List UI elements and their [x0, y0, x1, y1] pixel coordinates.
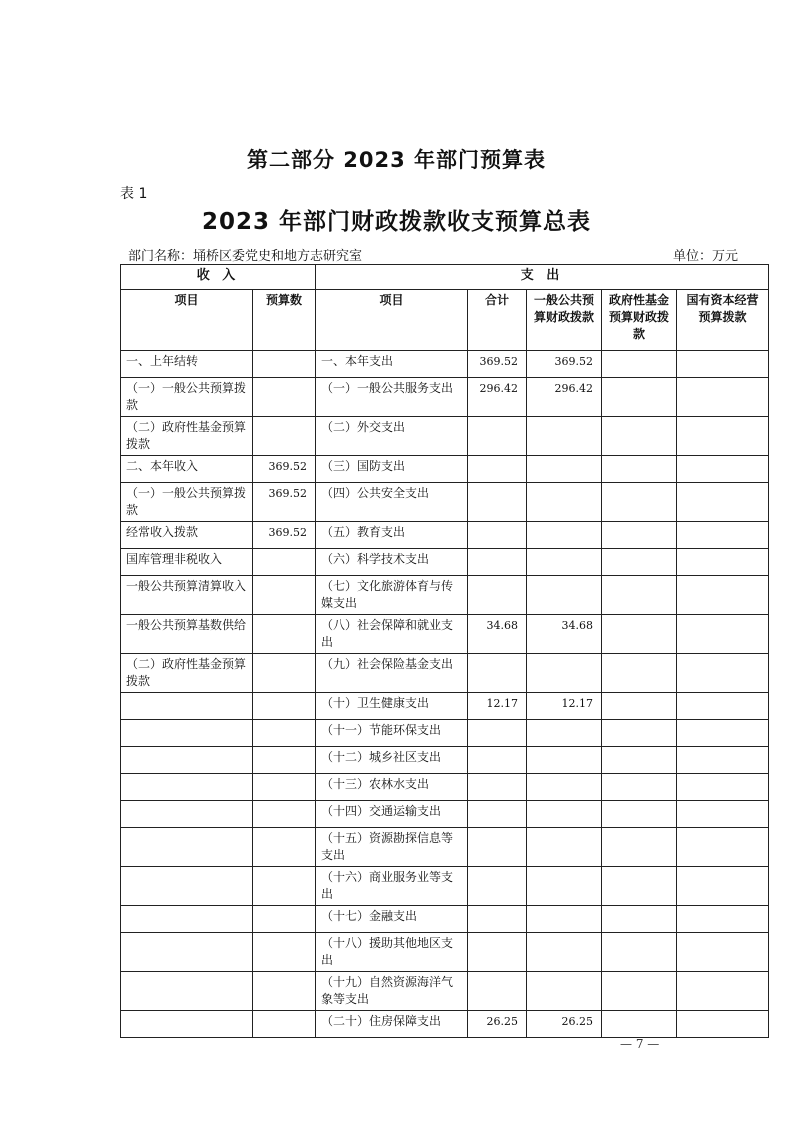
- cell-gov-fund: [602, 378, 677, 417]
- cell-income-amount: [253, 774, 316, 801]
- cell-income-item: 一、上年结转: [121, 351, 253, 378]
- cell-gov-fund: [602, 576, 677, 615]
- cell-general-public: 26.25: [527, 1011, 602, 1038]
- cell-state-capital: [677, 747, 769, 774]
- cell-gov-fund: [602, 693, 677, 720]
- cell-expense-item: （九）社会保险基金支出: [316, 654, 468, 693]
- cell-income-amount: [253, 720, 316, 747]
- cell-income-amount: [253, 828, 316, 867]
- section-title: 第二部分 2023 年部门预算表: [246, 148, 547, 172]
- cell-total: [468, 549, 527, 576]
- cell-income-amount: [253, 351, 316, 378]
- cell-general-public: 296.42: [527, 378, 602, 417]
- table-row: [121, 972, 769, 1011]
- expense-band-header: 支 出: [316, 265, 769, 290]
- cell-gov-fund: [602, 615, 677, 654]
- cell-general-public: [527, 576, 602, 615]
- cell-income-item: 二、本年收入: [121, 456, 253, 483]
- cell-state-capital: [677, 1011, 769, 1038]
- cell-income-item: [121, 774, 253, 801]
- cell-expense-item: 一、本年支出: [316, 351, 468, 378]
- cell-income-amount: 369.52: [253, 483, 316, 522]
- cell-state-capital: [677, 549, 769, 576]
- cell-total: 369.52: [468, 351, 527, 378]
- cell-total: 34.68: [468, 615, 527, 654]
- col-header-state-capital: 国有资本经营预算拨款: [677, 290, 769, 351]
- cell-state-capital: [677, 351, 769, 378]
- unit-label: 单位：万元: [673, 249, 739, 264]
- budget-summary-table: [120, 264, 769, 1038]
- table-row: [121, 801, 769, 828]
- table-row: [121, 615, 769, 654]
- cell-expense-item: （十七）金融支出: [316, 906, 468, 933]
- cell-expense-item: （十）卫生健康支出: [316, 693, 468, 720]
- page-number: — 7 —: [620, 1037, 660, 1051]
- cell-general-public: [527, 549, 602, 576]
- table-row: [121, 828, 769, 867]
- cell-general-public: [527, 720, 602, 747]
- cell-state-capital: [677, 828, 769, 867]
- cell-gov-fund: [602, 972, 677, 1011]
- cell-income-amount: [253, 615, 316, 654]
- cell-general-public: [527, 828, 602, 867]
- table-row: [121, 654, 769, 693]
- table-row: [121, 774, 769, 801]
- cell-state-capital: [677, 483, 769, 522]
- cell-gov-fund: [602, 456, 677, 483]
- table-row: [121, 351, 769, 378]
- cell-expense-item: （二十）住房保障支出: [316, 1011, 468, 1038]
- cell-income-amount: [253, 549, 316, 576]
- cell-gov-fund: [602, 774, 677, 801]
- cell-income-amount: [253, 867, 316, 906]
- table-row: [121, 747, 769, 774]
- cell-general-public: [527, 972, 602, 1011]
- cell-gov-fund: [602, 933, 677, 972]
- cell-total: 26.25: [468, 1011, 527, 1038]
- cell-general-public: [527, 801, 602, 828]
- cell-income-amount: [253, 576, 316, 615]
- cell-total: 12.17: [468, 693, 527, 720]
- cell-gov-fund: [602, 549, 677, 576]
- table-row: [121, 933, 769, 972]
- table-row: [121, 549, 769, 576]
- col-header-general-public: 一般公共预算财政拨款: [527, 290, 602, 351]
- cell-income-item: [121, 693, 253, 720]
- cell-general-public: [527, 867, 602, 906]
- cell-expense-item: （十六）商业服务业等支出: [316, 867, 468, 906]
- cell-income-amount: [253, 747, 316, 774]
- cell-general-public: 12.17: [527, 693, 602, 720]
- cell-expense-item: （十八）援助其他地区支出: [316, 933, 468, 972]
- col-header-income-amount: 预算数: [253, 290, 316, 351]
- cell-state-capital: [677, 933, 769, 972]
- col-header-income-item: 项目: [121, 290, 253, 351]
- cell-gov-fund: [602, 867, 677, 906]
- cell-state-capital: [677, 654, 769, 693]
- column-header-row: [121, 290, 769, 351]
- table-row: [121, 417, 769, 456]
- cell-gov-fund: [602, 654, 677, 693]
- cell-income-item: 一般公共预算基数供给: [121, 615, 253, 654]
- cell-total: [468, 933, 527, 972]
- cell-total: [468, 654, 527, 693]
- cell-general-public: [527, 522, 602, 549]
- table-row: [121, 906, 769, 933]
- table-row: [121, 483, 769, 522]
- table-row: [121, 867, 769, 906]
- cell-expense-item: （二）外交支出: [316, 417, 468, 456]
- cell-state-capital: [677, 906, 769, 933]
- cell-expense-item: （十一）节能环保支出: [316, 720, 468, 747]
- cell-total: [468, 417, 527, 456]
- cell-expense-item: （十九）自然资源海洋气象等支出: [316, 972, 468, 1011]
- cell-state-capital: [677, 417, 769, 456]
- cell-gov-fund: [602, 351, 677, 378]
- cell-gov-fund: [602, 720, 677, 747]
- table-number: 表 1: [120, 186, 148, 202]
- cell-gov-fund: [602, 801, 677, 828]
- income-band-header: 收 入: [121, 265, 316, 290]
- cell-income-item: [121, 1011, 253, 1038]
- cell-state-capital: [677, 720, 769, 747]
- cell-income-amount: [253, 906, 316, 933]
- cell-expense-item: （四）公共安全支出: [316, 483, 468, 522]
- col-header-gov-fund: 政府性基金预算财政拨款: [602, 290, 677, 351]
- cell-total: [468, 720, 527, 747]
- cell-income-item: [121, 933, 253, 972]
- cell-income-amount: [253, 1011, 316, 1038]
- cell-gov-fund: [602, 483, 677, 522]
- cell-gov-fund: [602, 906, 677, 933]
- table-title: 2023 年部门财政拨款收支预算总表: [201, 209, 592, 235]
- cell-state-capital: [677, 801, 769, 828]
- cell-income-item: [121, 972, 253, 1011]
- table-row: [121, 720, 769, 747]
- cell-income-item: [121, 747, 253, 774]
- cell-income-item: 国库管理非税收入: [121, 549, 253, 576]
- cell-income-item: （二）政府性基金预算拨款: [121, 654, 253, 693]
- table-row: [121, 456, 769, 483]
- cell-income-amount: [253, 378, 316, 417]
- cell-gov-fund: [602, 747, 677, 774]
- cell-state-capital: [677, 972, 769, 1011]
- cell-income-item: （一）一般公共预算拨款: [121, 378, 253, 417]
- cell-total: 296.42: [468, 378, 527, 417]
- cell-income-amount: [253, 654, 316, 693]
- cell-expense-item: （六）科学技术支出: [316, 549, 468, 576]
- cell-income-item: [121, 867, 253, 906]
- cell-state-capital: [677, 456, 769, 483]
- cell-total: [468, 522, 527, 549]
- cell-income-item: （一）一般公共预算拨款: [121, 483, 253, 522]
- cell-income-amount: [253, 693, 316, 720]
- cell-total: [468, 747, 527, 774]
- cell-general-public: [527, 933, 602, 972]
- cell-income-item: [121, 720, 253, 747]
- department-name: 部门名称：埇桥区委党史和地方志研究室: [128, 249, 363, 264]
- cell-gov-fund: [602, 828, 677, 867]
- cell-general-public: [527, 774, 602, 801]
- cell-expense-item: （五）教育支出: [316, 522, 468, 549]
- cell-total: [468, 972, 527, 1011]
- cell-state-capital: [677, 576, 769, 615]
- table-row: [121, 693, 769, 720]
- cell-total: [468, 483, 527, 522]
- cell-income-amount: [253, 801, 316, 828]
- cell-income-amount: [253, 417, 316, 456]
- cell-income-item: [121, 828, 253, 867]
- cell-expense-item: （八）社会保障和就业支出: [316, 615, 468, 654]
- table-row: [121, 1011, 769, 1038]
- cell-general-public: [527, 417, 602, 456]
- cell-total: [468, 801, 527, 828]
- cell-expense-item: （十三）农林水支出: [316, 774, 468, 801]
- cell-general-public: 369.52: [527, 351, 602, 378]
- cell-total: [468, 828, 527, 867]
- cell-general-public: [527, 483, 602, 522]
- cell-state-capital: [677, 615, 769, 654]
- cell-general-public: [527, 456, 602, 483]
- cell-income-amount: 369.52: [253, 456, 316, 483]
- cell-total: [468, 456, 527, 483]
- cell-expense-item: （十五）资源勘探信息等支出: [316, 828, 468, 867]
- cell-expense-item: （十二）城乡社区支出: [316, 747, 468, 774]
- cell-general-public: [527, 654, 602, 693]
- cell-income-item: （二）政府性基金预算拨款: [121, 417, 253, 456]
- cell-expense-item: （七）文化旅游体育与传媒支出: [316, 576, 468, 615]
- cell-general-public: 34.68: [527, 615, 602, 654]
- cell-state-capital: [677, 867, 769, 906]
- cell-income-item: 经常收入拨款: [121, 522, 253, 549]
- cell-general-public: [527, 747, 602, 774]
- cell-total: [468, 774, 527, 801]
- cell-income-item: 一般公共预算清算收入: [121, 576, 253, 615]
- cell-state-capital: [677, 774, 769, 801]
- cell-income-amount: 369.52: [253, 522, 316, 549]
- cell-total: [468, 906, 527, 933]
- cell-expense-item: （十四）交通运输支出: [316, 801, 468, 828]
- band-row: [121, 265, 769, 290]
- cell-income-amount: [253, 972, 316, 1011]
- cell-state-capital: [677, 693, 769, 720]
- cell-income-item: [121, 906, 253, 933]
- cell-gov-fund: [602, 417, 677, 456]
- cell-expense-item: （一）一般公共服务支出: [316, 378, 468, 417]
- col-header-total: 合计: [468, 290, 527, 351]
- cell-total: [468, 576, 527, 615]
- cell-total: [468, 867, 527, 906]
- cell-gov-fund: [602, 522, 677, 549]
- table-row: [121, 522, 769, 549]
- cell-general-public: [527, 906, 602, 933]
- cell-income-item: [121, 801, 253, 828]
- cell-state-capital: [677, 522, 769, 549]
- cell-income-amount: [253, 933, 316, 972]
- table-row: [121, 576, 769, 615]
- cell-gov-fund: [602, 1011, 677, 1038]
- table-row: [121, 378, 769, 417]
- cell-state-capital: [677, 378, 769, 417]
- cell-expense-item: （三）国防支出: [316, 456, 468, 483]
- col-header-expense-item: 项目: [316, 290, 468, 351]
